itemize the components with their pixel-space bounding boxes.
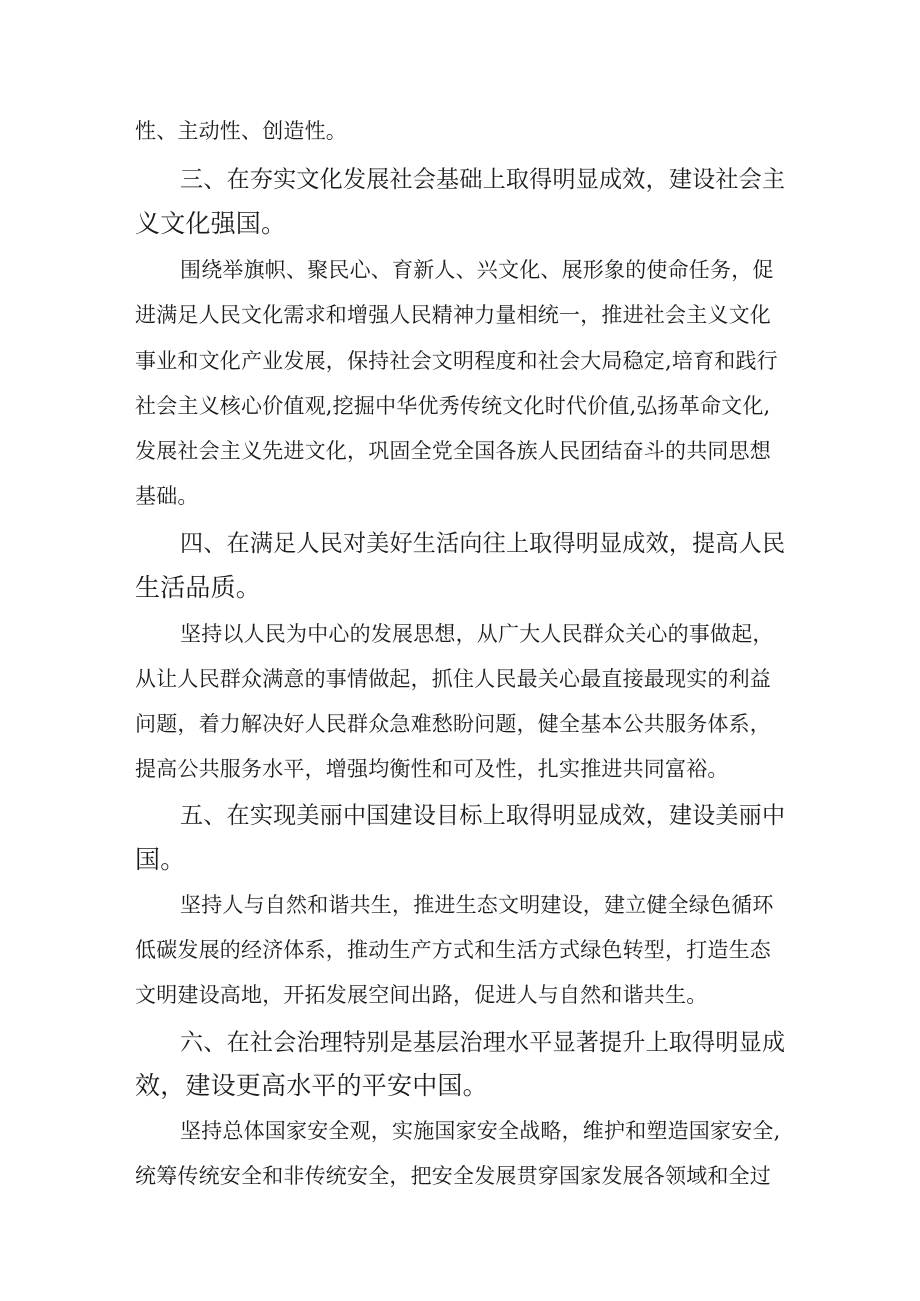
section-heading-line: 六、在社会治理特别是基层治理水平显著提升上取得明显成 <box>180 1030 786 1056</box>
section-heading-line: 生活品质。 <box>135 573 262 602</box>
paragraph-line: 社会主义核心价值观,挖掘中华优秀传统文化时代价值,弘扬革命文化, <box>135 394 771 418</box>
paragraph-line: 基础。 <box>135 484 199 508</box>
paragraph-line: 坚持人与自然和谐共生，推进生态文明建设，建立健全绿色循环 <box>180 893 774 917</box>
paragraph-line: 问题，着力解决好人民群众急难愁盼问题，健全基本公共服务体系， <box>135 712 771 736</box>
paragraph-line: 事业和文化产业发展，保持社会文明程度和社会大局稳定,培育和践行 <box>135 349 778 373</box>
paragraph-line: 发展社会主义先进文化，巩固全党全国各族人民团结奋斗的共同思想 <box>135 439 771 463</box>
paragraph-line: 文明建设高地，开拓发展空间出路，促进人与自然和谐共生。 <box>135 983 708 1007</box>
section-heading-line: 五、在实现美丽中国建设目标上取得明显成效，建设美丽中 <box>180 803 786 829</box>
paragraph-line: 坚持以人民为中心的发展思想，从广大人民群众关心的事做起， <box>180 622 774 646</box>
paragraph-line: 性、主动性、创造性。 <box>135 119 347 143</box>
section-heading-line: 四、在满足人民对美好生活向往上取得明显成效，提高人民 <box>180 531 786 557</box>
section-heading-line: 效，建设更高水平的平安中国。 <box>135 1071 488 1100</box>
section-heading-line: 国。 <box>135 845 186 874</box>
paragraph-line: 进满足人民文化需求和增强人民精神力量相统一，推进社会主义文化 <box>135 303 771 327</box>
paragraph-line: 提高公共服务水平，增强均衡性和可及性，扎实推进共同富裕。 <box>135 757 729 781</box>
paragraph-line: 统筹传统安全和非传统安全，把安全发展贯穿国家发展各领域和全过 <box>135 1164 771 1188</box>
paragraph-line: 坚持总体国家安全观，实施国家安全战略，维护和塑造国家安全, <box>180 1119 781 1143</box>
paragraph-line: 从让人民群众满意的事情做起，抓住人民最关心最直接最现实的利益 <box>135 667 771 691</box>
section-heading-line: 义文化强国。 <box>135 209 287 238</box>
paragraph-line: 围绕举旗帜、聚民心、育新人、兴文化、展形象的使命任务，促 <box>180 258 774 282</box>
section-heading-line: 三、在夯实文化发展社会基础上取得明显成效，建设社会主 <box>180 167 786 193</box>
paragraph-line: 低碳发展的经济体系，推动生产方式和生活方式绿色转型，打造生态 <box>135 938 771 962</box>
